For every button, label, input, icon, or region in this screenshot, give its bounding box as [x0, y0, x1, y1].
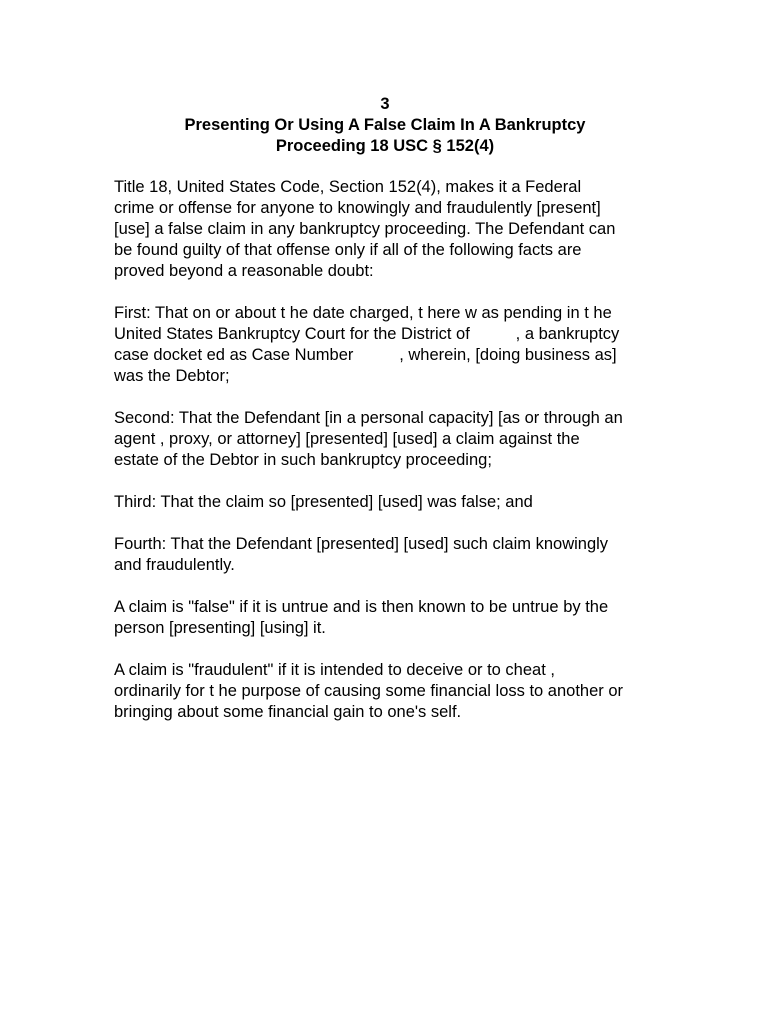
paragraph-first-element [114, 303, 674, 387]
paragraph-third-element [114, 492, 674, 513]
text-line: ordinarily for t he purpose of causing some financial loss to another or [114, 682, 624, 700]
text-line: United States Bankruptcy Court for the District of , a bankruptcy [114, 325, 620, 343]
document-heading [114, 94, 656, 157]
text-line: Fourth: That the Defendant [presented] [used] such claim knowingly [114, 535, 609, 553]
document-body [114, 177, 674, 744]
section-number: 3 [380, 95, 390, 113]
title-line-1: Presenting Or Using A False Claim In A Bankruptcy [184, 116, 586, 134]
paragraph-false-definition [114, 597, 674, 639]
paragraph-fourth-element [114, 534, 674, 576]
paragraph-intro [114, 177, 674, 282]
text-line: First: That on or about t he date charged, t here w as pending in t he [114, 304, 612, 322]
text-line: was the Debtor; [114, 367, 230, 385]
text-line: crime or offense for anyone to knowingly and fraudulently [present] [114, 199, 601, 217]
text-line: Title 18, United States Code, Section 152(4), makes it a Federal [114, 178, 582, 196]
title-line-2: Proceeding 18 USC § 152(4) [275, 137, 495, 155]
paragraph-fraudulent-definition [114, 660, 674, 723]
text-line: A claim is "fraudulent" if it is intended to deceive or to cheat , [114, 661, 555, 679]
text-line: agent , proxy, or attorney] [presented] [used] a claim against the [114, 430, 580, 448]
text-line: Third: That the claim so [presented] [used] was false; and [114, 493, 533, 511]
text-line: proved beyond a reasonable doubt: [114, 262, 374, 280]
text-line: be found guilty of that offense only if all of the following facts are [114, 241, 582, 259]
text-line: and fraudulently. [114, 556, 235, 574]
text-line: case docket ed as Case Number , wherein, [doing business as] [114, 346, 617, 364]
text-line: A claim is "false" if it is untrue and is then known to be untrue by the [114, 598, 609, 616]
paragraph-second-element [114, 408, 674, 471]
text-line: [use] a false claim in any bankruptcy proceeding. The Defendant can [114, 220, 616, 238]
text-line: estate of the Debtor in such bankruptcy proceeding; [114, 451, 492, 469]
text-line: Second: That the Defendant [in a personal capacity] [as or through an [114, 409, 623, 427]
text-line: bringing about some financial gain to one's self. [114, 703, 462, 721]
text-line: person [presenting] [using] it. [114, 619, 326, 637]
